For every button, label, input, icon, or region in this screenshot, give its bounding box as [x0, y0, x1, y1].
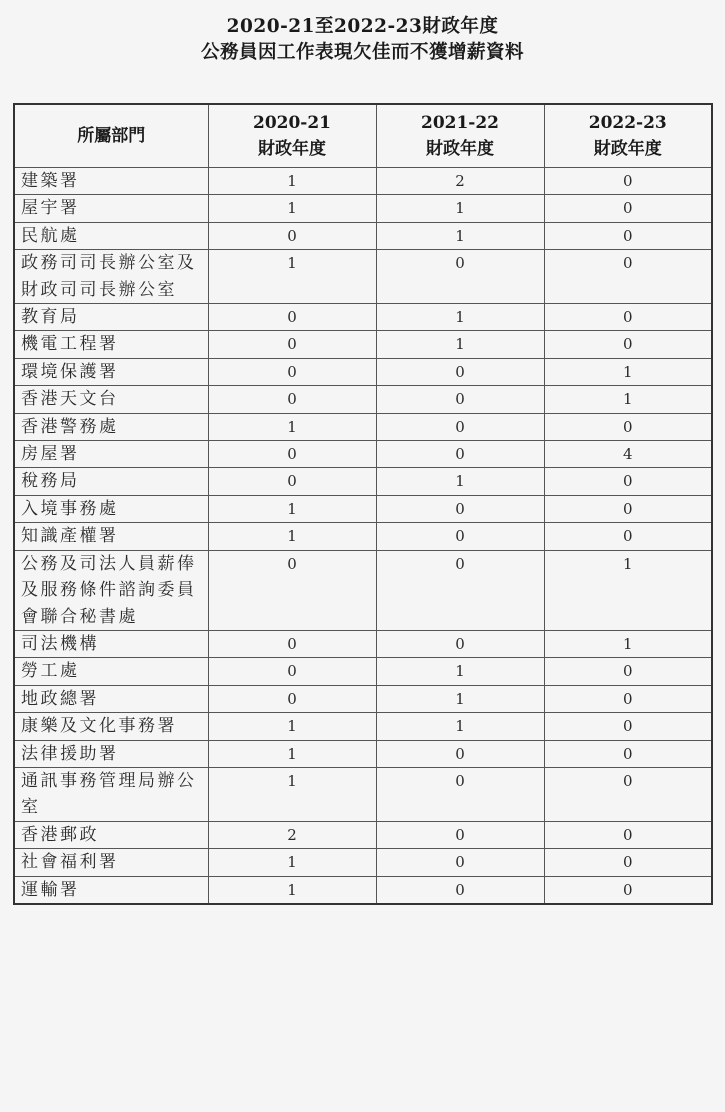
title-line-1: 2020-21至2022-23財政年度 [226, 16, 499, 37]
value-cell-2021-22: 0 [376, 250, 544, 304]
dept-cell: 香港天文台 [14, 386, 208, 413]
table-row [14, 767, 712, 821]
document-title [0, 14, 725, 66]
value-cell-2022-23: 0 [544, 222, 712, 249]
dept-cell: 康樂及文化事務署 [14, 713, 208, 740]
table-row [14, 168, 712, 195]
value-cell-2020-21: 0 [208, 358, 376, 385]
dept-cell: 香港警務處 [14, 413, 208, 440]
value-cell-2022-23: 0 [544, 250, 712, 304]
value-cell-2021-22: 0 [376, 740, 544, 767]
table-row [14, 630, 712, 657]
title-line-2: 公務員因工作表現欠佳而不獲增薪資料 [200, 42, 524, 63]
dept-cell: 教育局 [14, 304, 208, 331]
dept-cell: 建築署 [14, 168, 208, 195]
table-row [14, 876, 712, 904]
dept-cell: 法律援助署 [14, 740, 208, 767]
value-cell-2021-22: 0 [376, 413, 544, 440]
dept-column-header: 所屬部門 [14, 104, 208, 168]
value-cell-2021-22: 1 [376, 468, 544, 495]
table-row [14, 740, 712, 767]
value-cell-2021-22: 0 [376, 386, 544, 413]
value-cell-2022-23: 0 [544, 658, 712, 685]
value-cell-2021-22: 0 [376, 876, 544, 904]
value-cell-2021-22: 0 [376, 550, 544, 630]
table-row [14, 386, 712, 413]
value-cell-2022-23: 0 [544, 304, 712, 331]
table-row [14, 658, 712, 685]
value-cell-2020-21: 1 [208, 713, 376, 740]
dept-cell: 社會福利署 [14, 849, 208, 876]
value-cell-2022-23: 0 [544, 168, 712, 195]
value-cell-2020-21: 0 [208, 630, 376, 657]
dept-cell: 地政總署 [14, 685, 208, 712]
value-cell-2020-21: 2 [208, 821, 376, 848]
dept-cell: 司法機構 [14, 630, 208, 657]
value-cell-2021-22: 0 [376, 358, 544, 385]
value-cell-2020-21: 0 [208, 304, 376, 331]
dept-cell: 香港郵政 [14, 821, 208, 848]
year-label: 2022-23 [588, 113, 667, 133]
value-cell-2020-21: 1 [208, 495, 376, 522]
value-cell-2021-22: 1 [376, 331, 544, 358]
value-cell-2020-21: 0 [208, 685, 376, 712]
dept-cell: 通訊事務管理局辦公室 [14, 767, 208, 821]
table-row [14, 413, 712, 440]
dept-cell: 民航處 [14, 222, 208, 249]
value-cell-2022-23: 0 [544, 685, 712, 712]
value-cell-2021-22: 1 [376, 713, 544, 740]
value-cell-2020-21: 0 [208, 441, 376, 468]
value-cell-2020-21: 1 [208, 195, 376, 222]
value-cell-2021-22: 2 [376, 168, 544, 195]
year-column-header-2021-22 [376, 104, 544, 168]
value-cell-2021-22: 0 [376, 630, 544, 657]
dept-cell: 機電工程署 [14, 331, 208, 358]
value-cell-2020-21: 0 [208, 550, 376, 630]
table-row [14, 495, 712, 522]
table-row [14, 195, 712, 222]
value-cell-2021-22: 1 [376, 685, 544, 712]
value-cell-2022-23: 0 [544, 713, 712, 740]
dept-cell: 公務及司法人員薪俸及服務條件諮詢委員會聯合秘書處 [14, 550, 208, 630]
table-row [14, 250, 712, 304]
value-cell-2021-22: 0 [376, 821, 544, 848]
value-cell-2022-23: 0 [544, 331, 712, 358]
value-cell-2022-23: 1 [544, 550, 712, 630]
table-row [14, 713, 712, 740]
table-row [14, 849, 712, 876]
value-cell-2022-23: 0 [544, 413, 712, 440]
value-cell-2020-21: 0 [208, 386, 376, 413]
value-cell-2022-23: 1 [544, 386, 712, 413]
value-cell-2021-22: 0 [376, 441, 544, 468]
dept-cell: 勞工處 [14, 658, 208, 685]
value-cell-2020-21: 1 [208, 849, 376, 876]
header-row [14, 104, 712, 168]
value-cell-2021-22: 1 [376, 304, 544, 331]
value-cell-2022-23: 4 [544, 441, 712, 468]
dept-cell: 知識產權署 [14, 523, 208, 550]
value-cell-2022-23: 0 [544, 468, 712, 495]
value-cell-2022-23: 0 [544, 821, 712, 848]
value-cell-2021-22: 1 [376, 222, 544, 249]
table-row [14, 358, 712, 385]
value-cell-2022-23: 1 [544, 358, 712, 385]
value-cell-2022-23: 0 [544, 195, 712, 222]
value-cell-2021-22: 1 [376, 195, 544, 222]
dept-cell: 政務司司長辦公室及財政司司長辦公室 [14, 250, 208, 304]
year-sub-label: 財政年度 [258, 139, 326, 159]
value-cell-2022-23: 0 [544, 495, 712, 522]
value-cell-2022-23: 0 [544, 767, 712, 821]
dept-cell: 屋宇署 [14, 195, 208, 222]
table-row [14, 550, 712, 630]
value-cell-2021-22: 0 [376, 523, 544, 550]
year-label: 2021-22 [420, 113, 500, 133]
dept-cell: 運輸署 [14, 876, 208, 904]
dept-cell: 房屋署 [14, 441, 208, 468]
dept-cell: 環境保護署 [14, 358, 208, 385]
value-cell-2022-23: 0 [544, 876, 712, 904]
table-row [14, 441, 712, 468]
dept-cell: 稅務局 [14, 468, 208, 495]
value-cell-2022-23: 1 [544, 630, 712, 657]
table-row [14, 331, 712, 358]
table-row [14, 222, 712, 249]
value-cell-2022-23: 0 [544, 523, 712, 550]
value-cell-2020-21: 1 [208, 250, 376, 304]
year-sub-label: 財政年度 [593, 139, 662, 159]
value-cell-2020-21: 1 [208, 413, 376, 440]
value-cell-2022-23: 0 [544, 849, 712, 876]
value-cell-2021-22: 0 [376, 849, 544, 876]
year-label: 2020-21 [252, 113, 332, 133]
value-cell-2021-22: 1 [376, 658, 544, 685]
year-column-header-2020-21 [208, 104, 376, 168]
table-row [14, 468, 712, 495]
value-cell-2020-21: 0 [208, 222, 376, 249]
table-row [14, 523, 712, 550]
year-column-header-2022-23 [544, 104, 712, 168]
value-cell-2020-21: 1 [208, 767, 376, 821]
increment-data-table [13, 103, 713, 905]
value-cell-2022-23: 0 [544, 740, 712, 767]
value-cell-2020-21: 0 [208, 331, 376, 358]
value-cell-2020-21: 1 [208, 523, 376, 550]
value-cell-2021-22: 0 [376, 495, 544, 522]
year-sub-label: 財政年度 [426, 139, 494, 159]
value-cell-2020-21: 1 [208, 168, 376, 195]
value-cell-2020-21: 1 [208, 740, 376, 767]
value-cell-2021-22: 0 [376, 767, 544, 821]
value-cell-2020-21: 1 [208, 876, 376, 904]
table-row [14, 685, 712, 712]
value-cell-2020-21: 0 [208, 658, 376, 685]
table-row [14, 304, 712, 331]
value-cell-2020-21: 0 [208, 468, 376, 495]
dept-cell: 入境事務處 [14, 495, 208, 522]
table-row [14, 821, 712, 848]
